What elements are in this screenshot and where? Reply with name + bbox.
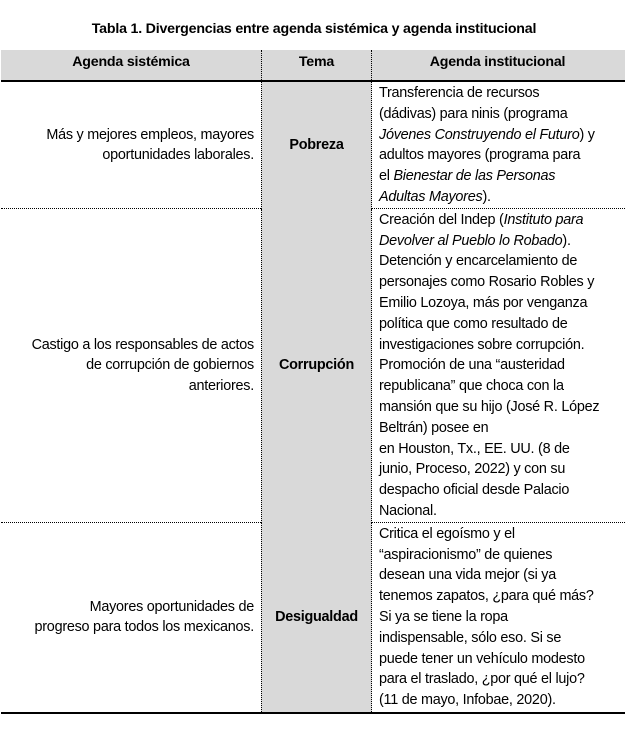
- text-line: [379, 586, 623, 607]
- text-line: progreso para todos los mexicanos.: [34, 619, 254, 636]
- text-run: ) y: [579, 126, 595, 143]
- agenda-sistemica-text: [46, 125, 254, 167]
- text-line: de corrupción de gobiernos: [86, 357, 254, 374]
- cell-tema: [261, 209, 372, 523]
- text-line: Más y mejores empleos, mayores: [46, 126, 254, 143]
- text-line: [379, 628, 623, 649]
- text-run: republicana” que choca con la: [379, 378, 564, 395]
- text-run: política que como resultado de: [379, 315, 568, 332]
- text-run: “aspiracionismo” de quienes: [379, 546, 553, 563]
- text-line: Mayores oportunidades de: [89, 598, 254, 615]
- cell-agenda-institucional: [372, 209, 625, 523]
- text-line: [379, 125, 623, 146]
- text-run: (11 de mayo, Infobae, 2020).: [379, 692, 556, 709]
- text-line: [379, 355, 623, 376]
- text-run: junio, Proceso, 2022) y con su: [379, 461, 566, 478]
- cell-tema: [261, 523, 372, 712]
- text-line: [379, 439, 623, 460]
- text-run: personajes como Rosario Robles y: [379, 274, 595, 291]
- text-line: Castigo a los responsables de actos: [31, 336, 254, 353]
- text-run: tenemos zapatos, ¿para qué más?: [379, 588, 594, 605]
- agenda-sistemica-text: [32, 335, 254, 397]
- text-run: adultos mayores (programa para: [379, 147, 581, 164]
- cell-agenda-institucional: [372, 82, 625, 209]
- table-row-pobreza: [1, 82, 625, 209]
- text-line: [379, 145, 623, 166]
- text-line: [379, 459, 623, 480]
- text-line: [379, 335, 623, 356]
- text-run: mansión que su hijo (José R. López: [379, 398, 600, 415]
- italic-title-text: Devolver al Pueblo lo Robado: [379, 232, 563, 249]
- text-run: Si ya se tiene la ropa: [379, 608, 508, 625]
- cell-agenda-institucional: [372, 523, 625, 712]
- text-line: [379, 314, 623, 335]
- text-line: [379, 231, 623, 252]
- text-run: (dádivas) para ninis (programa: [379, 105, 568, 122]
- text-run: ).: [562, 232, 571, 249]
- header-agenda-sistemica: Agenda sistémica: [72, 54, 190, 70]
- text-run: Nacional.: [379, 502, 437, 519]
- cell-agenda-sistemica: [1, 523, 261, 712]
- text-line: [379, 480, 623, 501]
- text-line: [379, 649, 623, 670]
- text-line: [379, 166, 623, 187]
- cell-tema: [261, 82, 372, 209]
- text-run: Emilio Lozoya, más por venganza: [379, 294, 588, 311]
- text-line: [379, 293, 623, 314]
- text-line: [379, 187, 623, 208]
- text-run: desean una vida mejor (si ya: [379, 567, 556, 584]
- italic-title-text: Jóvenes Construyendo el Futuro: [379, 126, 580, 143]
- text-line: [379, 501, 623, 522]
- agenda-sistemica-text: [35, 597, 254, 639]
- text-line: anteriores.: [188, 378, 254, 395]
- cell-agenda-sistemica: [1, 209, 261, 523]
- text-line: [379, 607, 623, 628]
- text-line: [379, 690, 623, 711]
- tema-label: Desigualdad: [275, 608, 358, 625]
- text-line: [379, 272, 623, 293]
- text-run: puede tener un vehículo modesto: [379, 650, 585, 667]
- text-run: Creación del Indep (: [379, 211, 504, 228]
- text-run: para el traslado, ¿por qué el lujo?: [379, 671, 585, 688]
- table-row-desigualdad: [1, 523, 625, 714]
- text-run: Transferencia de recursos: [379, 85, 540, 101]
- text-run: indispensable, sólo eso. Si se: [379, 629, 562, 646]
- cell-agenda-sistemica: [1, 82, 261, 209]
- text-line: [379, 418, 623, 439]
- italic-title-text: Instituto para: [503, 211, 584, 228]
- text-line: [379, 524, 623, 545]
- text-line: [379, 251, 623, 272]
- text-line: [379, 83, 623, 104]
- text-run: investigaciones sobre corrupción.: [379, 336, 585, 353]
- divergences-table: [1, 50, 625, 714]
- text-run: Promoción de una “austeridad: [379, 357, 565, 374]
- italic-title-text: Bienestar de las Personas: [393, 168, 556, 185]
- tema-label: Pobreza: [289, 136, 344, 153]
- table-row-corrupcion: [1, 209, 625, 523]
- table-title: Tabla 1. Divergencias entre agenda sistémica y agenda institucional: [91, 21, 537, 37]
- text-line: [379, 565, 623, 586]
- text-run: en Houston, Tx., EE. UU. (8 de: [379, 440, 570, 457]
- text-line: [379, 376, 623, 397]
- header-tema: Tema: [261, 50, 372, 80]
- text-run: Critica el egoísmo y el: [379, 525, 515, 542]
- text-run: Beltrán) posee en: [379, 419, 489, 436]
- italic-title-text: Adultas Mayores: [379, 188, 483, 205]
- text-line: [379, 397, 623, 418]
- text-run: despacho oficial desde Palacio: [379, 482, 570, 499]
- text-run: el: [379, 168, 394, 185]
- table-header-row: [1, 50, 625, 82]
- text-line: [379, 210, 623, 231]
- header-agenda-institucional: Agenda institucional: [429, 54, 566, 70]
- text-line: [379, 545, 623, 566]
- text-run: Detención y encarcelamiento de: [379, 253, 578, 270]
- text-line: oportunidades laborales.: [102, 147, 254, 164]
- text-line: [379, 669, 623, 690]
- text-run: ).: [482, 188, 491, 205]
- tema-label: Corrupción: [278, 357, 355, 374]
- text-line: [379, 104, 623, 125]
